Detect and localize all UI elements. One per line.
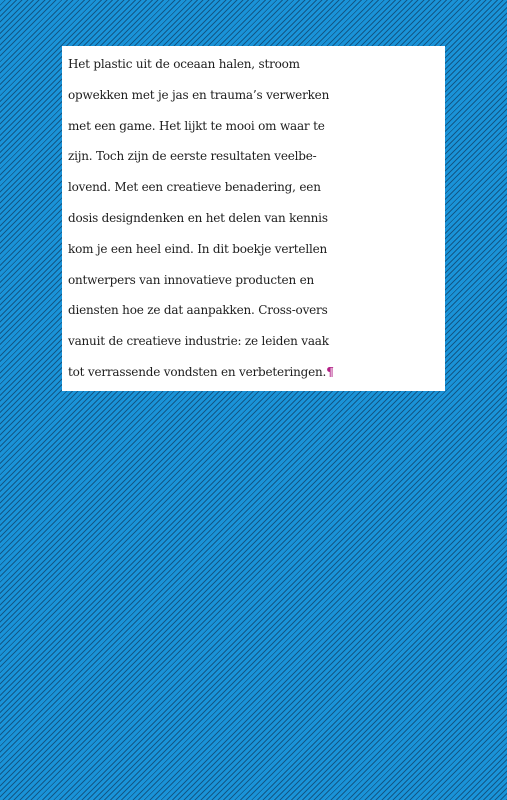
- blurb-line-6: dosis designdenken en het delen van kennis: [68, 210, 328, 225]
- blurb-line-11-text: tot verrassende vondsten en verbeteringen.: [68, 364, 327, 379]
- pilcrow-end-mark: ¶: [326, 364, 334, 379]
- blurb-line-4: zijn. Toch zijn de eerste resultaten veelbe-: [68, 149, 317, 164]
- blurb-line-3: met een game. Het lijkt te mooi om waar te: [68, 118, 325, 133]
- blurb-line-8: ontwerpers van innovatieve producten en: [68, 272, 315, 287]
- blurb-line-5: lovend. Met een creatieve benadering, een: [68, 180, 321, 195]
- blurb-line-11: [68, 357, 445, 388]
- blurb-line-9: diensten hoe ze dat aanpakken. Cross-overs: [68, 303, 328, 318]
- blurb-line-2: opwekken met je jas en trauma’s verwerken: [68, 87, 330, 102]
- blurb-text-box: [62, 46, 445, 391]
- blurb-line-1: Het plastic uit de oceaan halen, stroom: [68, 57, 300, 71]
- blurb-line-7: kom je een heel eind. In dit boekje vertellen: [68, 241, 328, 256]
- blurb-line-10: vanuit de creatieve industrie: ze leiden vaak: [68, 334, 329, 349]
